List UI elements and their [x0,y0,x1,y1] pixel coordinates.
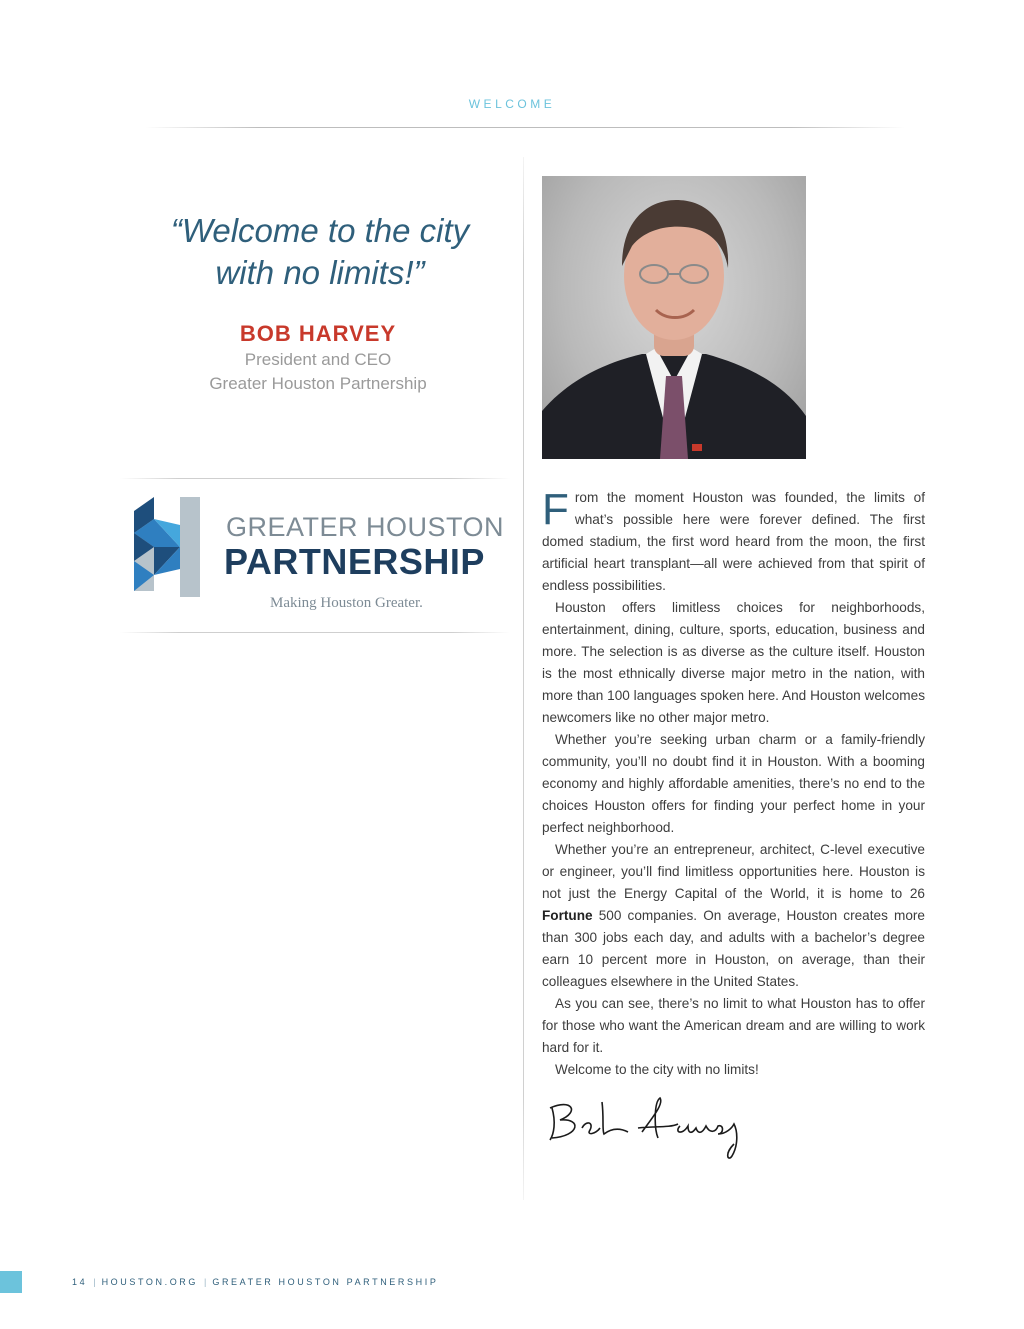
section-label: WELCOME [468,97,556,111]
person-name: BOB HARVEY [239,321,397,346]
letter-paragraph-6: Welcome to the city with no limits! [555,1062,759,1077]
fortune-bold: Fortune [542,908,593,923]
column-divider [523,157,524,1200]
footer-accent-square [0,1271,22,1293]
person-title: President and CEO [244,350,392,369]
letter-paragraph-4-b: 500 companies. On average, Houston creates more than 300 jobs each day, and adults with a bachelor’s degree earn 10 percent more in Houston, on average, than their colleagues elsewhere in the United States. [542,908,925,989]
letter-paragraph-1-text: rom the moment Houston was founded, the limits of what’s possible here were forever defined. The first domed stadium, the first word heard from the moon, the first artificial heart transplant—all were achieved from that spirit of endless possibilities. [542,490,925,593]
footer-site-link[interactable]: HOUSTON.ORG [101,1277,199,1287]
quote-line-2: with no limits!” [215,254,425,291]
top-divider [145,127,905,128]
letter-paragraph-5: As you can see, there’s no limit to what Houston has to offer for those who want the American dream and are willing to work hard for it. [542,996,925,1055]
logo-tagline: Making Houston Greater. [270,595,423,611]
footer-separator: | [204,1277,207,1287]
page-number: 14 [72,1277,88,1287]
logo-line-2: PARTNERSHIP [224,541,485,582]
footer-publication: GREATER HOUSTON PARTNERSHIP [212,1277,439,1287]
drop-cap: F [542,485,569,534]
letter-paragraph-4 [542,839,925,993]
portrait-illustration [542,176,806,459]
quote-line-1: “Welcome to the city [170,212,470,249]
partnership-logo-icon [134,497,200,597]
letter-body [542,487,925,1081]
logo-top-divider [120,478,510,479]
pull-quote [120,210,520,294]
logo-line-1: GREATER HOUSTON [226,512,505,542]
letter-paragraph-1 [542,487,925,597]
portrait-photo [542,176,806,459]
letter-paragraph-3: Whether you’re seeking urban charm or a family-friendly community, you’ll no doubt find it in Houston. With a booming economy and highly affordable amenities, there’s no end to the choices Houston offers for finding your perfect home in your perfect neighborhood. [542,732,925,835]
footer [72,1277,438,1287]
person-organization: Greater Houston Partnership [209,374,427,393]
signature-image [542,1088,752,1168]
footer-separator: | [93,1277,96,1287]
letter-paragraph-4-a: Whether you’re an entrepreneur, architect, C-level executive or engineer, you’ll find limitless opportunities here. Houston is not just the Energy Capital of the World, it is home to 26 [542,842,925,901]
letter-paragraph-2: Houston offers limitless choices for neighborhoods, entertainment, dining, culture, sports, education, business and more. The selection is as diverse as the culture itself. Houston is the most ethnically diverse major metro in the nation, with more than 100 languages spoken here. And Houston welcomes newcomers like no other major metro. [542,600,925,725]
logo-bottom-divider [120,632,510,633]
